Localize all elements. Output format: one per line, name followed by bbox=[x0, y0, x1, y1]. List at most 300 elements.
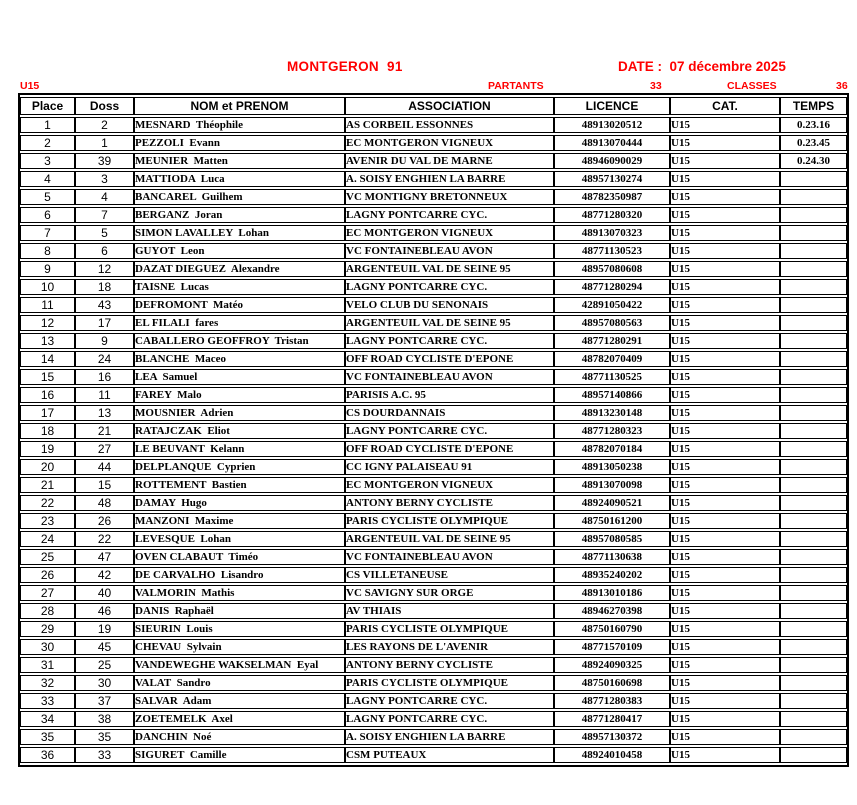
time-cell bbox=[780, 225, 847, 241]
table-row bbox=[20, 549, 847, 565]
table-row bbox=[20, 153, 847, 169]
association-cell: ANTONY BERNY CYCLISTE bbox=[345, 495, 554, 511]
table-row bbox=[20, 603, 847, 619]
place-cell: 15 bbox=[20, 369, 75, 385]
time-cell bbox=[780, 585, 847, 601]
category-cell: U15 bbox=[670, 747, 780, 763]
name-cell: VANDEWEGHE WAKSELMAN Eyal bbox=[134, 657, 345, 673]
category-cell: U15 bbox=[670, 675, 780, 691]
doss-cell: 40 bbox=[75, 585, 134, 601]
table-row bbox=[20, 135, 847, 151]
classes-label: CLASSES bbox=[727, 80, 777, 92]
licence-cell: 48771130638 bbox=[554, 549, 670, 565]
table-row bbox=[20, 459, 847, 475]
time-cell bbox=[780, 315, 847, 331]
table-row bbox=[20, 441, 847, 457]
doss-cell: 37 bbox=[75, 693, 134, 709]
licence-cell: 48750160790 bbox=[554, 621, 670, 637]
name-cell: LE BEUVANT Kelann bbox=[134, 441, 345, 457]
time-cell bbox=[780, 459, 847, 475]
doss-cell: 27 bbox=[75, 441, 134, 457]
place-cell: 9 bbox=[20, 261, 75, 277]
category-cell: U15 bbox=[670, 603, 780, 619]
licence-cell: 48913010186 bbox=[554, 585, 670, 601]
table-row bbox=[20, 243, 847, 259]
licence-cell: 48913050238 bbox=[554, 459, 670, 475]
doss-cell: 11 bbox=[75, 387, 134, 403]
place-cell: 24 bbox=[20, 531, 75, 547]
category-cell: U15 bbox=[670, 405, 780, 421]
time-cell bbox=[780, 207, 847, 223]
category-cell: U15 bbox=[670, 369, 780, 385]
category-cell: U15 bbox=[670, 477, 780, 493]
table-row bbox=[20, 117, 847, 133]
association-cell: EC MONTGERON VIGNEUX bbox=[345, 135, 554, 151]
category-cell: U15 bbox=[670, 423, 780, 439]
time-cell bbox=[780, 567, 847, 583]
name-cell: OVEN CLABAUT Timéo bbox=[134, 549, 345, 565]
category-cell: U15 bbox=[670, 333, 780, 349]
time-cell bbox=[780, 261, 847, 277]
name-cell: MANZONI Maxime bbox=[134, 513, 345, 529]
doss-cell: 44 bbox=[75, 459, 134, 475]
place-cell: 17 bbox=[20, 405, 75, 421]
association-cell: ANTONY BERNY CYCLISTE bbox=[345, 657, 554, 673]
place-cell: 14 bbox=[20, 351, 75, 367]
place-cell: 6 bbox=[20, 207, 75, 223]
licence-cell: 48750160698 bbox=[554, 675, 670, 691]
doss-cell: 43 bbox=[75, 297, 134, 313]
category-cell: U15 bbox=[670, 657, 780, 673]
doss-cell: 24 bbox=[75, 351, 134, 367]
table-row bbox=[20, 207, 847, 223]
time-cell bbox=[780, 369, 847, 385]
licence-cell: 48957130372 bbox=[554, 729, 670, 745]
association-cell: ARGENTEUIL VAL DE SEINE 95 bbox=[345, 261, 554, 277]
table-row bbox=[20, 261, 847, 277]
category-cell: U15 bbox=[670, 639, 780, 655]
doss-cell: 6 bbox=[75, 243, 134, 259]
association-cell: VC MONTIGNY BRETONNEUX bbox=[345, 189, 554, 205]
time-cell bbox=[780, 603, 847, 619]
place-cell: 5 bbox=[20, 189, 75, 205]
doss-cell: 16 bbox=[75, 369, 134, 385]
place-cell: 33 bbox=[20, 693, 75, 709]
time-cell bbox=[780, 531, 847, 547]
category-cell: U15 bbox=[670, 387, 780, 403]
place-cell: 3 bbox=[20, 153, 75, 169]
name-cell: LEA Samuel bbox=[134, 369, 345, 385]
column-header-doss: Doss bbox=[75, 97, 134, 115]
licence-cell: 48946090029 bbox=[554, 153, 670, 169]
table-row bbox=[20, 513, 847, 529]
licence-cell: 48957130274 bbox=[554, 171, 670, 187]
place-cell: 20 bbox=[20, 459, 75, 475]
name-cell: ZOETEMELK Axel bbox=[134, 711, 345, 727]
doss-cell: 45 bbox=[75, 639, 134, 655]
doss-cell: 15 bbox=[75, 477, 134, 493]
table-row bbox=[20, 747, 847, 763]
licence-cell: 48957080563 bbox=[554, 315, 670, 331]
doss-cell: 1 bbox=[75, 135, 134, 151]
table-row bbox=[20, 675, 847, 691]
association-cell: VC FONTAINEBLEAU AVON bbox=[345, 243, 554, 259]
time-cell bbox=[780, 405, 847, 421]
time-cell bbox=[780, 243, 847, 259]
name-cell: TAISNE Lucas bbox=[134, 279, 345, 295]
name-cell: PEZZOLI Evann bbox=[134, 135, 345, 151]
table-row bbox=[20, 315, 847, 331]
category-cell: U15 bbox=[670, 207, 780, 223]
table-row bbox=[20, 423, 847, 439]
table-row bbox=[20, 477, 847, 493]
association-cell: VELO CLUB DU SENONAIS bbox=[345, 297, 554, 313]
time-cell bbox=[780, 639, 847, 655]
place-cell: 7 bbox=[20, 225, 75, 241]
table-row bbox=[20, 351, 847, 367]
name-cell: LEVESQUE Lohan bbox=[134, 531, 345, 547]
licence-cell: 48913070444 bbox=[554, 135, 670, 151]
licence-cell: 48771280291 bbox=[554, 333, 670, 349]
name-cell: DAMAY Hugo bbox=[134, 495, 345, 511]
doss-cell: 13 bbox=[75, 405, 134, 421]
time-cell bbox=[780, 657, 847, 673]
category-cell: U15 bbox=[670, 711, 780, 727]
licence-cell: 48771130523 bbox=[554, 243, 670, 259]
association-cell: CSM PUTEAUX bbox=[345, 747, 554, 763]
doss-cell: 26 bbox=[75, 513, 134, 529]
licence-cell: 48924090325 bbox=[554, 657, 670, 673]
table-row bbox=[20, 405, 847, 421]
time-cell bbox=[780, 513, 847, 529]
table-row bbox=[20, 693, 847, 709]
place-cell: 21 bbox=[20, 477, 75, 493]
doss-cell: 38 bbox=[75, 711, 134, 727]
category-cell: U15 bbox=[670, 171, 780, 187]
licence-cell: 48782350987 bbox=[554, 189, 670, 205]
category-cell: U15 bbox=[670, 279, 780, 295]
name-cell: SIGURET Camille bbox=[134, 747, 345, 763]
table-row bbox=[20, 225, 847, 241]
category-cell: U15 bbox=[670, 495, 780, 511]
date-label: DATE : 07 décembre 2025 bbox=[618, 59, 786, 74]
licence-cell: 48957080585 bbox=[554, 531, 670, 547]
doss-cell: 30 bbox=[75, 675, 134, 691]
page-title: MONTGERON 91 bbox=[287, 59, 403, 74]
name-cell: MATTIODA Luca bbox=[134, 171, 345, 187]
name-cell: ROTTEMENT Bastien bbox=[134, 477, 345, 493]
category-cell: U15 bbox=[670, 297, 780, 313]
column-header-cat: CAT. bbox=[670, 97, 780, 115]
table-row bbox=[20, 639, 847, 655]
time-cell bbox=[780, 189, 847, 205]
time-cell: 0.24.30 bbox=[780, 153, 847, 169]
association-cell: OFF ROAD CYCLISTE D'EPONE bbox=[345, 351, 554, 367]
licence-cell: 48771130525 bbox=[554, 369, 670, 385]
time-cell bbox=[780, 441, 847, 457]
table-row bbox=[20, 279, 847, 295]
category-cell: U15 bbox=[670, 153, 780, 169]
licence-cell: 48913020512 bbox=[554, 117, 670, 133]
time-cell bbox=[780, 495, 847, 511]
table-row bbox=[20, 729, 847, 745]
doss-cell: 46 bbox=[75, 603, 134, 619]
time-cell bbox=[780, 675, 847, 691]
time-cell bbox=[780, 729, 847, 745]
name-cell: BANCAREL Guilhem bbox=[134, 189, 345, 205]
association-cell: CS VILLETANEUSE bbox=[345, 567, 554, 583]
place-cell: 4 bbox=[20, 171, 75, 187]
table-row bbox=[20, 585, 847, 601]
place-cell: 8 bbox=[20, 243, 75, 259]
association-cell: VC SAVIGNY SUR ORGE bbox=[345, 585, 554, 601]
results-table bbox=[18, 93, 849, 767]
doss-cell: 21 bbox=[75, 423, 134, 439]
column-header-place: Place bbox=[20, 97, 75, 115]
association-cell: PARISIS A.C. 95 bbox=[345, 387, 554, 403]
name-cell: SIEURIN Louis bbox=[134, 621, 345, 637]
category-cell: U15 bbox=[670, 459, 780, 475]
doss-cell: 22 bbox=[75, 531, 134, 547]
doss-cell: 12 bbox=[75, 261, 134, 277]
category-cell: U15 bbox=[670, 585, 780, 601]
table-row bbox=[20, 387, 847, 403]
place-cell: 2 bbox=[20, 135, 75, 151]
association-cell: ARGENTEUIL VAL DE SEINE 95 bbox=[345, 531, 554, 547]
place-cell: 34 bbox=[20, 711, 75, 727]
licence-cell: 48924090521 bbox=[554, 495, 670, 511]
name-cell: FAREY Malo bbox=[134, 387, 345, 403]
classes-value: 36 bbox=[836, 80, 848, 92]
association-cell: A. SOISY ENGHIEN LA BARRE bbox=[345, 729, 554, 745]
name-cell: DELPLANQUE Cyprien bbox=[134, 459, 345, 475]
licence-cell: 48771280320 bbox=[554, 207, 670, 223]
association-cell: PARIS CYCLISTE OLYMPIQUE bbox=[345, 675, 554, 691]
category-cell: U15 bbox=[670, 513, 780, 529]
name-cell: GUYOT Leon bbox=[134, 243, 345, 259]
doss-cell: 7 bbox=[75, 207, 134, 223]
column-header-licence: LICENCE bbox=[554, 97, 670, 115]
place-cell: 12 bbox=[20, 315, 75, 331]
name-cell: MEUNIER Matten bbox=[134, 153, 345, 169]
category-cell: U15 bbox=[670, 261, 780, 277]
name-cell: DANCHIN Noé bbox=[134, 729, 345, 745]
time-cell bbox=[780, 423, 847, 439]
time-cell bbox=[780, 711, 847, 727]
place-cell: 26 bbox=[20, 567, 75, 583]
association-cell: LES RAYONS DE L'AVENIR bbox=[345, 639, 554, 655]
table-row bbox=[20, 189, 847, 205]
association-cell: AVENIR DU VAL DE MARNE bbox=[345, 153, 554, 169]
licence-cell: 48771280417 bbox=[554, 711, 670, 727]
time-cell bbox=[780, 621, 847, 637]
association-cell: LAGNY PONTCARRE CYC. bbox=[345, 693, 554, 709]
doss-cell: 25 bbox=[75, 657, 134, 673]
category-cell: U15 bbox=[670, 549, 780, 565]
time-cell bbox=[780, 693, 847, 709]
licence-cell: 48771280323 bbox=[554, 423, 670, 439]
licence-cell: 42891050422 bbox=[554, 297, 670, 313]
place-cell: 1 bbox=[20, 117, 75, 133]
licence-cell: 48771570109 bbox=[554, 639, 670, 655]
association-cell: LAGNY PONTCARRE CYC. bbox=[345, 711, 554, 727]
name-cell: BERGANZ Joran bbox=[134, 207, 345, 223]
time-cell bbox=[780, 549, 847, 565]
association-cell: VC FONTAINEBLEAU AVON bbox=[345, 549, 554, 565]
category-cell: U15 bbox=[670, 225, 780, 241]
licence-cell: 48750161200 bbox=[554, 513, 670, 529]
partants-label: PARTANTS bbox=[488, 80, 544, 92]
category-cell: U15 bbox=[670, 621, 780, 637]
licence-cell: 48782070184 bbox=[554, 441, 670, 457]
name-cell: DE CARVALHO Lisandro bbox=[134, 567, 345, 583]
time-cell: 0.23.16 bbox=[780, 117, 847, 133]
doss-cell: 47 bbox=[75, 549, 134, 565]
category-cell: U15 bbox=[670, 441, 780, 457]
licence-cell: 48771280294 bbox=[554, 279, 670, 295]
name-cell: SIMON LAVALLEY Lohan bbox=[134, 225, 345, 241]
table-row bbox=[20, 567, 847, 583]
table-row bbox=[20, 495, 847, 511]
time-cell bbox=[780, 297, 847, 313]
table-row bbox=[20, 369, 847, 385]
category-cell: U15 bbox=[670, 693, 780, 709]
table-row bbox=[20, 333, 847, 349]
category-cell: U15 bbox=[670, 729, 780, 745]
name-cell: BLANCHE Maceo bbox=[134, 351, 345, 367]
licence-cell: 48913070323 bbox=[554, 225, 670, 241]
name-cell: MESNARD Théophile bbox=[134, 117, 345, 133]
place-cell: 16 bbox=[20, 387, 75, 403]
association-cell: LAGNY PONTCARRE CYC. bbox=[345, 423, 554, 439]
association-cell: EC MONTGERON VIGNEUX bbox=[345, 225, 554, 241]
licence-cell: 48924010458 bbox=[554, 747, 670, 763]
place-cell: 11 bbox=[20, 297, 75, 313]
association-cell: LAGNY PONTCARRE CYC. bbox=[345, 279, 554, 295]
category-label: U15 bbox=[20, 80, 40, 92]
association-cell: LAGNY PONTCARRE CYC. bbox=[345, 207, 554, 223]
place-cell: 36 bbox=[20, 747, 75, 763]
time-cell bbox=[780, 747, 847, 763]
licence-cell: 48782070409 bbox=[554, 351, 670, 367]
partants-value: 33 bbox=[650, 80, 662, 92]
column-header-association: ASSOCIATION bbox=[345, 97, 554, 115]
doss-cell: 42 bbox=[75, 567, 134, 583]
association-cell: A. SOISY ENGHIEN LA BARRE bbox=[345, 171, 554, 187]
doss-cell: 9 bbox=[75, 333, 134, 349]
licence-cell: 48771280383 bbox=[554, 693, 670, 709]
licence-cell: 48913230148 bbox=[554, 405, 670, 421]
doss-cell: 5 bbox=[75, 225, 134, 241]
place-cell: 32 bbox=[20, 675, 75, 691]
place-cell: 31 bbox=[20, 657, 75, 673]
licence-cell: 48957080608 bbox=[554, 261, 670, 277]
licence-cell: 48913070098 bbox=[554, 477, 670, 493]
table-row bbox=[20, 531, 847, 547]
category-cell: U15 bbox=[670, 315, 780, 331]
category-cell: U15 bbox=[670, 135, 780, 151]
place-cell: 13 bbox=[20, 333, 75, 349]
licence-cell: 48957140866 bbox=[554, 387, 670, 403]
time-cell bbox=[780, 351, 847, 367]
category-cell: U15 bbox=[670, 117, 780, 133]
table-row bbox=[20, 621, 847, 637]
name-cell: CHEVAU Sylvain bbox=[134, 639, 345, 655]
name-cell: SALVAR Adam bbox=[134, 693, 345, 709]
name-cell: EL FILALI fares bbox=[134, 315, 345, 331]
name-cell: CABALLERO GEOFFROY Tristan bbox=[134, 333, 345, 349]
time-cell bbox=[780, 477, 847, 493]
category-cell: U15 bbox=[670, 567, 780, 583]
time-cell bbox=[780, 171, 847, 187]
doss-cell: 2 bbox=[75, 117, 134, 133]
time-cell: 0.23.45 bbox=[780, 135, 847, 151]
place-cell: 25 bbox=[20, 549, 75, 565]
association-cell: AS CORBEIL ESSONNES bbox=[345, 117, 554, 133]
association-cell: PARIS CYCLISTE OLYMPIQUE bbox=[345, 621, 554, 637]
category-cell: U15 bbox=[670, 531, 780, 547]
time-cell bbox=[780, 387, 847, 403]
doss-cell: 39 bbox=[75, 153, 134, 169]
place-cell: 19 bbox=[20, 441, 75, 457]
doss-cell: 3 bbox=[75, 171, 134, 187]
place-cell: 30 bbox=[20, 639, 75, 655]
column-header-name: NOM et PRENOM bbox=[134, 97, 345, 115]
association-cell: EC MONTGERON VIGNEUX bbox=[345, 477, 554, 493]
name-cell: VALMORIN Mathis bbox=[134, 585, 345, 601]
licence-cell: 48935240202 bbox=[554, 567, 670, 583]
table-row bbox=[20, 297, 847, 313]
name-cell: VALAT Sandro bbox=[134, 675, 345, 691]
association-cell: AV THIAIS bbox=[345, 603, 554, 619]
doss-cell: 18 bbox=[75, 279, 134, 295]
table-header-row bbox=[20, 97, 847, 115]
association-cell: VC FONTAINEBLEAU AVON bbox=[345, 369, 554, 385]
place-cell: 10 bbox=[20, 279, 75, 295]
name-cell: DAZAT DIEGUEZ Alexandre bbox=[134, 261, 345, 277]
doss-cell: 4 bbox=[75, 189, 134, 205]
place-cell: 35 bbox=[20, 729, 75, 745]
name-cell: DANIS Raphaël bbox=[134, 603, 345, 619]
table-row bbox=[20, 711, 847, 727]
place-cell: 29 bbox=[20, 621, 75, 637]
name-cell: DEFROMONT Matéo bbox=[134, 297, 345, 313]
licence-cell: 48946270398 bbox=[554, 603, 670, 619]
time-cell bbox=[780, 279, 847, 295]
doss-cell: 19 bbox=[75, 621, 134, 637]
doss-cell: 17 bbox=[75, 315, 134, 331]
association-cell: ARGENTEUIL VAL DE SEINE 95 bbox=[345, 315, 554, 331]
category-cell: U15 bbox=[670, 351, 780, 367]
table-row bbox=[20, 171, 847, 187]
category-cell: U15 bbox=[670, 243, 780, 259]
table-row bbox=[20, 657, 847, 673]
place-cell: 27 bbox=[20, 585, 75, 601]
name-cell: MOUSNIER Adrien bbox=[134, 405, 345, 421]
place-cell: 18 bbox=[20, 423, 75, 439]
doss-cell: 48 bbox=[75, 495, 134, 511]
association-cell: OFF ROAD CYCLISTE D'EPONE bbox=[345, 441, 554, 457]
place-cell: 23 bbox=[20, 513, 75, 529]
category-cell: U15 bbox=[670, 189, 780, 205]
association-cell: CS DOURDANNAIS bbox=[345, 405, 554, 421]
association-cell: CC IGNY PALAISEAU 91 bbox=[345, 459, 554, 475]
association-cell: PARIS CYCLISTE OLYMPIQUE bbox=[345, 513, 554, 529]
doss-cell: 33 bbox=[75, 747, 134, 763]
column-header-temps: TEMPS bbox=[780, 97, 847, 115]
association-cell: LAGNY PONTCARRE CYC. bbox=[345, 333, 554, 349]
place-cell: 22 bbox=[20, 495, 75, 511]
